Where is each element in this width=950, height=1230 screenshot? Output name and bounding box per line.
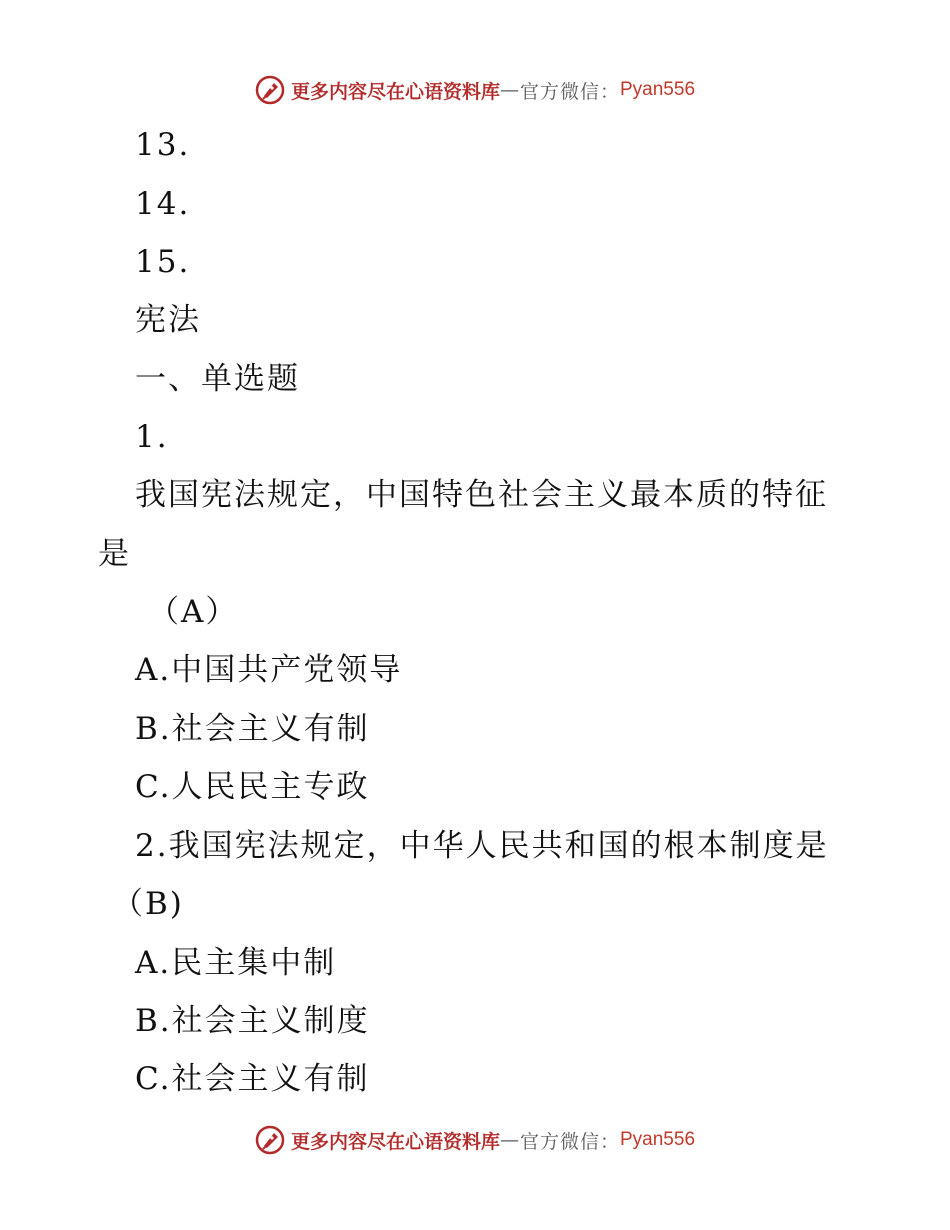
footer-wechat-id: Pyan556 (620, 1129, 696, 1150)
item-number-13: 13. (135, 127, 191, 163)
header-dash: — (499, 79, 520, 101)
question-2-option-c: C.社会主义有制 (135, 1061, 370, 1097)
header-banner (0, 70, 950, 110)
footer-dash: — (499, 1129, 520, 1151)
footer-official-text: 官方微信： (519, 1130, 620, 1153)
header-wechat-id: Pyan556 (620, 79, 696, 100)
section-title: 宪法 (135, 302, 201, 338)
pen-nib-logo-icon (255, 75, 285, 105)
item-number-14: 14. (135, 186, 191, 222)
pen-nib-logo-icon (255, 1125, 285, 1155)
subsection-title: 一、单选题 (135, 361, 300, 397)
question-1-option-a: A.中国共产党领导 (135, 652, 403, 688)
question-2-text-line1: 2.我国宪法规定，中华人民共和国的根本制度是 (135, 828, 829, 864)
footer-banner (0, 1120, 950, 1160)
footer-brand-text: 更多内容尽在心语资料库 (290, 1130, 500, 1153)
question-1-number: 1. (135, 419, 169, 455)
question-2-answer: （B) (112, 886, 184, 922)
question-1-text-line1: 我国宪法规定，中国特色社会主义最本质的特征 (135, 477, 828, 513)
question-2-option-a: A.民主集中制 (135, 945, 337, 981)
question-1-option-c: C.人民民主专政 (135, 769, 370, 805)
question-1-option-b: B.社会主义有制 (135, 711, 370, 747)
header-brand-text: 更多内容尽在心语资料库 (290, 80, 500, 103)
question-1-text-line2: 是 (98, 536, 131, 572)
question-1-answer: （A） (148, 594, 239, 630)
header-official-text: 官方微信： (519, 80, 620, 103)
question-2-option-b: B.社会主义制度 (135, 1003, 370, 1039)
item-number-15: 15. (135, 244, 191, 280)
